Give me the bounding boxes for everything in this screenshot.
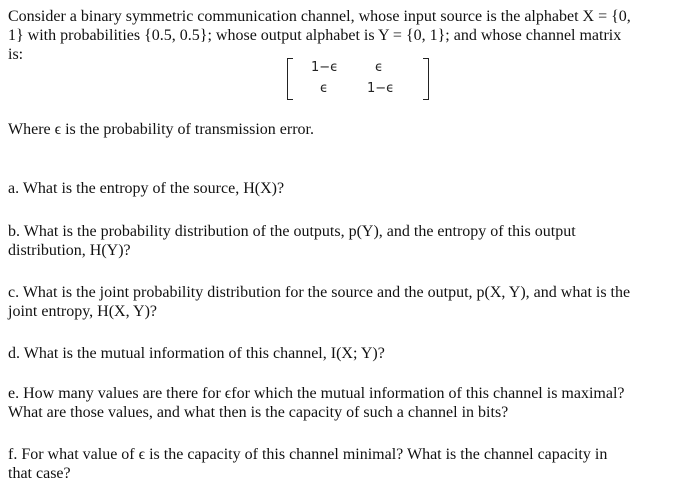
matrix-right-bracket <box>423 58 429 100</box>
question-b-line-2: distribution, H(Y)? <box>8 242 131 259</box>
matrix-cell-r2c2: 1−ϵ <box>367 81 395 96</box>
question-e-line-1: e. How many values are there for ϵfor which the mutual information of this channel is maximal? <box>8 385 625 402</box>
question-c-line-1: c. What is the joint probability distribution for the source and the output, p(X, Y), and what is the <box>8 284 631 301</box>
question-d-line-1: d. What is the mutual information of this channel, I(X; Y)? <box>8 345 385 362</box>
intro-line-1: Consider a binary symmetric communication channel, whose input source is the alphabet X = {0, <box>8 8 631 25</box>
intro-line-3: is: <box>8 46 24 63</box>
channel-matrix <box>287 58 437 104</box>
question-f-line-1: f. For what value of ϵ is the capacity of this channel minimal? What is the channel capacity in <box>8 446 608 463</box>
question-b-line-1: b. What is the probability distribution of the outputs, p(Y), and the entropy of this output <box>8 223 576 240</box>
matrix-cell-r2c1: ϵ <box>320 81 328 96</box>
question-c-line-2: joint entropy, H(X, Y)? <box>8 303 157 320</box>
matrix-left-bracket <box>287 58 293 100</box>
intro-line-2: 1} with probabilities {0.5, 0.5}; whose output alphabet is Y = {0, 1}; and whose channel matrix <box>8 27 622 44</box>
question-f-line-2: that case? <box>8 465 71 482</box>
where-line: Where ϵ is the probability of transmission error. <box>8 121 314 138</box>
question-e-line-2: What are those values, and what then is the capacity of such a channel in bits? <box>8 404 509 421</box>
question-a-line-1: a. What is the entropy of the source, H(X)? <box>8 180 285 197</box>
matrix-cell-r1c1: 1−ϵ <box>311 60 339 75</box>
matrix-cell-r1c2: ϵ <box>375 60 383 75</box>
